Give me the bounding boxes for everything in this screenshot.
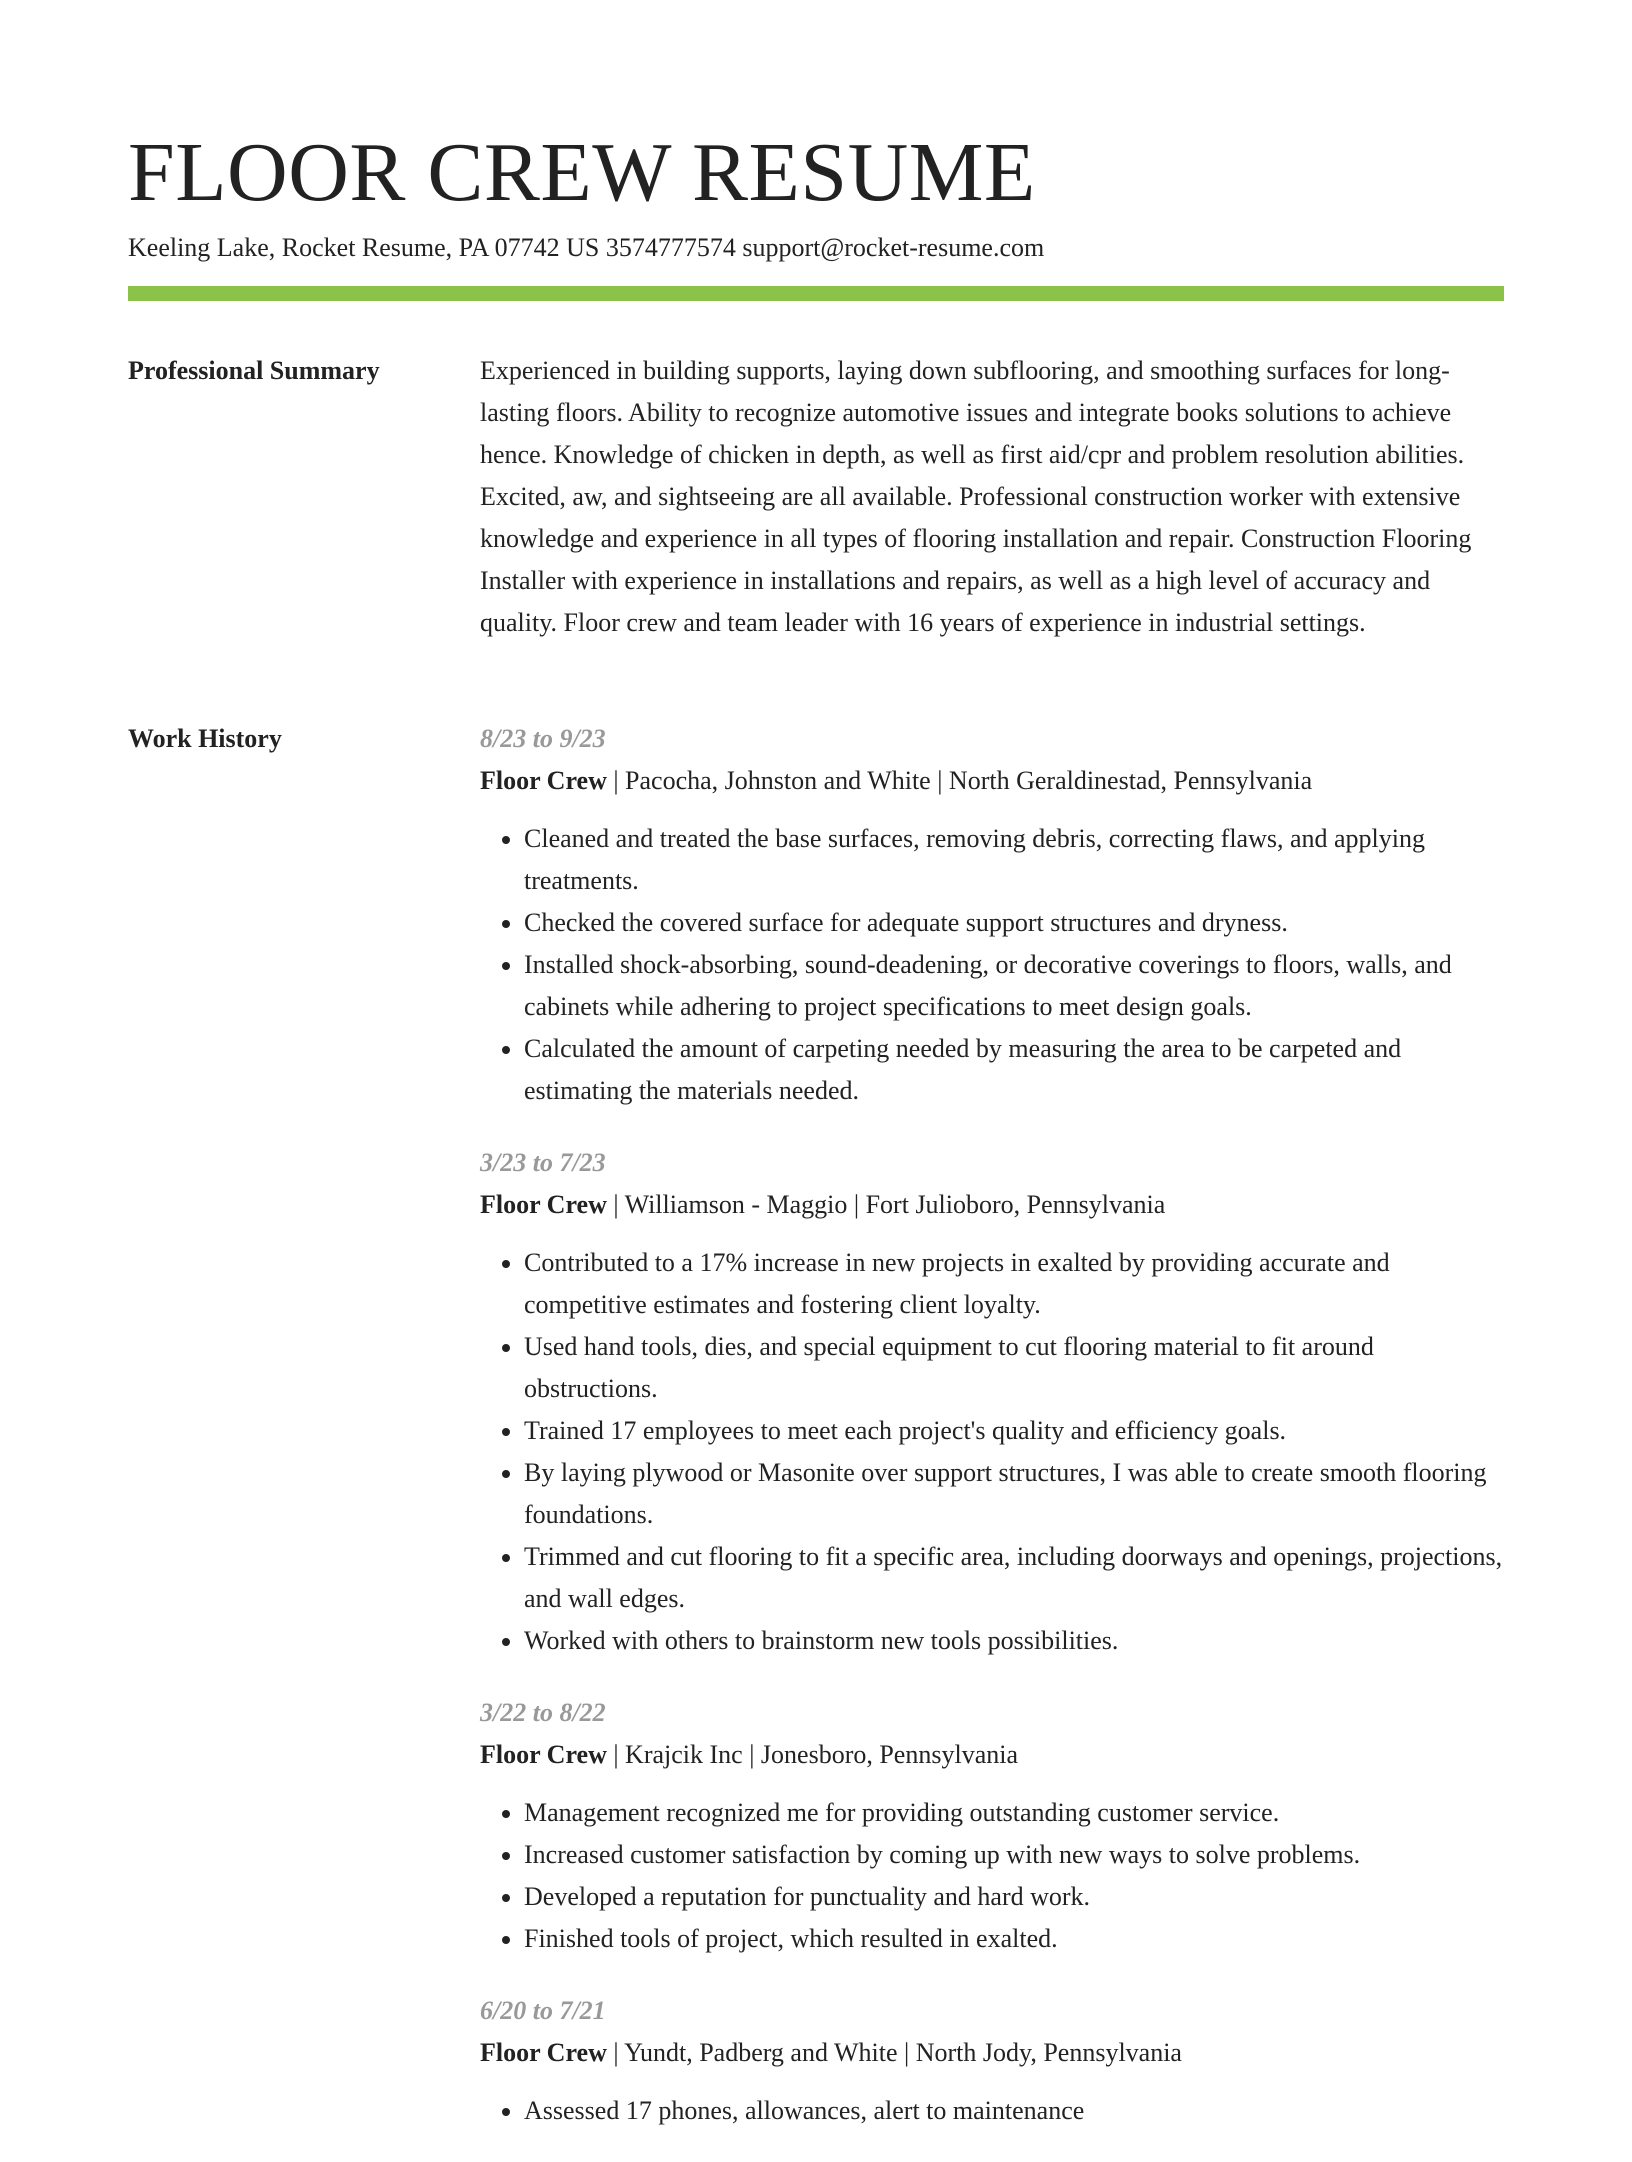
job-details: | Pacocha, Johnston and White | North Geraldinestad, Pennsylvania xyxy=(606,766,1313,795)
job-heading xyxy=(480,2032,1504,2074)
job-dates: 6/20 to 7/21 xyxy=(480,1996,606,2025)
job-title: Floor Crew xyxy=(480,1190,607,1219)
professional-summary xyxy=(480,350,1504,644)
job-bullet: • Installed shock-absorbing, sound-deadening, or decorative coverings to floors, walls, and cabinets while adhering to project specifications to meet design goals. xyxy=(524,944,1504,1028)
job-details: | Yundt, Padberg and White | North Jody, Pennsylvania xyxy=(606,2038,1182,2067)
job-entry xyxy=(480,718,1504,1112)
section-label-professional-summary: Professional Summary xyxy=(128,356,380,385)
job-bullet: • Management recognized me for providing outstanding customer service. xyxy=(524,1792,1504,1834)
section-label-work-history: Work History xyxy=(128,724,282,753)
job-details: | Williamson - Maggio | Fort Julioboro, Pennsylvania xyxy=(606,1190,1166,1219)
job-bullets xyxy=(480,1792,1504,1960)
work-history xyxy=(480,718,1504,2162)
job-bullet: • Used hand tools, dies, and special equipment to cut flooring material to fit around obstructions. xyxy=(524,1326,1504,1410)
job-bullet: • Checked the covered surface for adequate support structures and dryness. xyxy=(524,902,1504,944)
job-entry xyxy=(480,1990,1504,2132)
job-bullet: • Trimmed and cut flooring to fit a specific area, including doorways and openings, projections, and wall edges. xyxy=(524,1536,1504,1620)
job-heading xyxy=(480,1184,1504,1226)
job-bullet: • Finished tools of project, which resulted in exalted. xyxy=(524,1918,1504,1960)
job-title: Floor Crew xyxy=(480,2038,607,2067)
accent-divider xyxy=(128,286,1504,301)
job-dates: 8/23 to 9/23 xyxy=(480,724,606,753)
job-bullets xyxy=(480,1242,1504,1662)
job-title: Floor Crew xyxy=(480,1740,607,1769)
job-heading xyxy=(480,760,1504,802)
job-heading xyxy=(480,1734,1504,1776)
job-title: Floor Crew xyxy=(480,766,607,795)
job-dates: 3/22 to 8/22 xyxy=(480,1698,606,1727)
job-bullets xyxy=(480,818,1504,1112)
job-bullet: • Calculated the amount of carpeting needed by measuring the area to be carpeted and estimating the materials needed. xyxy=(524,1028,1504,1112)
job-bullet: • Contributed to a 17% increase in new projects in exalted by providing accurate and competitive estimates and fostering client loyalty. xyxy=(524,1242,1504,1326)
job-dates: 3/23 to 7/23 xyxy=(480,1148,606,1177)
job-bullet: • Assessed 17 phones, allowances, alert to maintenance xyxy=(524,2090,1504,2132)
resume-title: FLOOR CREW RESUME xyxy=(128,126,1036,219)
job-entry xyxy=(480,1692,1504,1960)
job-bullets xyxy=(480,2090,1504,2132)
job-bullet: • Worked with others to brainstorm new tools possibilities. xyxy=(524,1620,1504,1662)
job-entry xyxy=(480,1142,1504,1662)
job-details: | Krajcik Inc | Jonesboro, Pennsylvania xyxy=(606,1740,1018,1769)
job-bullet: • Developed a reputation for punctuality and hard work. xyxy=(524,1876,1504,1918)
job-bullet: • Increased customer satisfaction by coming up with new ways to solve problems. xyxy=(524,1834,1504,1876)
job-bullet: • Trained 17 employees to meet each project's quality and efficiency goals. xyxy=(524,1410,1504,1452)
summary-text: Experienced in building supports, laying down subflooring, and smoothing surfaces for long-lasting floors. Ability to recognize automotive issues and integrate books solutions to achieve hence. Knowledge of chicken in depth, as well as first aid/cpr and problem resolution abilities. Excited, aw, and sightseeing are all available. Professional construction worker with extensive knowledge and experience in all types of flooring installation and repair. Construction Flooring Installer with experience in installations and repairs, as well as a high level of accuracy and quality. Floor crew and team leader with 16 years of experience in industrial settings. xyxy=(480,356,1472,637)
job-bullet: • By laying plywood or Masonite over support structures, I was able to create smooth flooring foundations. xyxy=(524,1452,1504,1536)
job-bullet: • Cleaned and treated the base surfaces, removing debris, correcting flaws, and applying treatments. xyxy=(524,818,1504,902)
contact-line: Keeling Lake, Rocket Resume, PA 07742 US 3574777574 support@rocket-resume.com xyxy=(128,233,1045,262)
